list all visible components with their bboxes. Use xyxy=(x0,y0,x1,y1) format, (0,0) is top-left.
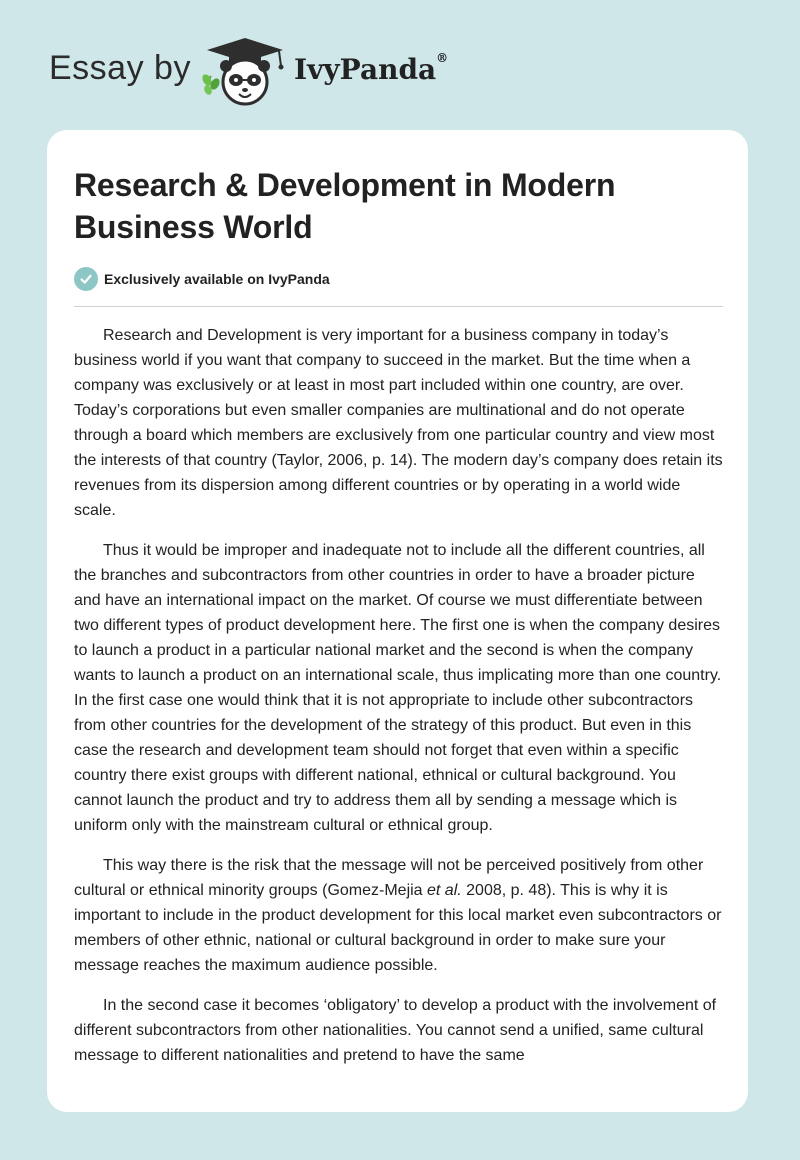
paragraph-3 xyxy=(74,853,723,978)
title-divider xyxy=(74,306,723,307)
paragraph-3-text-b: 2008, p. 48). This is why it is important to include in the product development for this local market even subcontractors or members of other ethnic, national or cultural background in order to make sure your message reaches the maximum audience possible. xyxy=(74,882,722,974)
essay-body xyxy=(74,323,723,1068)
essay-card xyxy=(47,130,748,1112)
site-header xyxy=(0,0,800,130)
paragraph-2: Thus it would be improper and inadequate not to include all the different countries, all the branches and subcontractors from other countries in order to have a broader picture and have an international impact on the market. Of course we must differentiate between two different types of product development here. The first one is when the company desires to launch a product in a particular national market and the second is when the company wants to launch a product on an international scale, thus implicating more than one country. In the first case one would think that it is not appropriate to include other subcontractors from other countries for the development of the strategy of this product. But even in this case the research and development team should not forget that even within a specific country there exist groups with different national, ethnical or cultural background. You cannot launch the product and try to address them all by sending a message which is uniform only with the mainstream cultural or ethnical group. xyxy=(74,542,722,834)
brand-name: IvyPanda xyxy=(294,53,437,86)
brand-logo-text[interactable] xyxy=(294,53,448,86)
essay-content xyxy=(74,164,723,1083)
exclusive-badge xyxy=(74,264,723,294)
paragraph-3-text-a: This way there is the risk that the message will not be perceived positively from other cultural or ethnical minority groups (Gomez-Mejia xyxy=(74,857,704,899)
panda-graduate-icon[interactable] xyxy=(199,36,291,108)
exclusive-badge-label: Exclusively available on IvyPanda xyxy=(104,271,330,287)
paragraph-3-italic: et al. xyxy=(427,882,462,899)
checkmark-icon xyxy=(74,267,98,291)
paragraph-1: Research and Development is very important for a business company in today’s business world if you want that company to succeed in the market. But the time when a company was exclusively or at least in most part included within one country, are over. Today’s corporations but even smaller companies are multinational and do not operate through a board which members are exclusively from one particular country and view most the interests of that country (Taylor, 2006, p. 14). The modern day’s company does retain its revenues from its dispersion among different countries or by operating in a world wide scale. xyxy=(74,327,723,519)
page-title: Research & Development in Modern Business World xyxy=(74,167,616,245)
registered-mark: ® xyxy=(436,51,449,65)
paragraph-4: In the second case it becomes ‘obligatory’ to develop a product with the involvement of different subcontractors from other nationalities. You cannot send a unified, same cultural message to different nationalities and pretend to have the same xyxy=(74,997,717,1064)
essay-by-label: Essay by xyxy=(49,49,191,87)
